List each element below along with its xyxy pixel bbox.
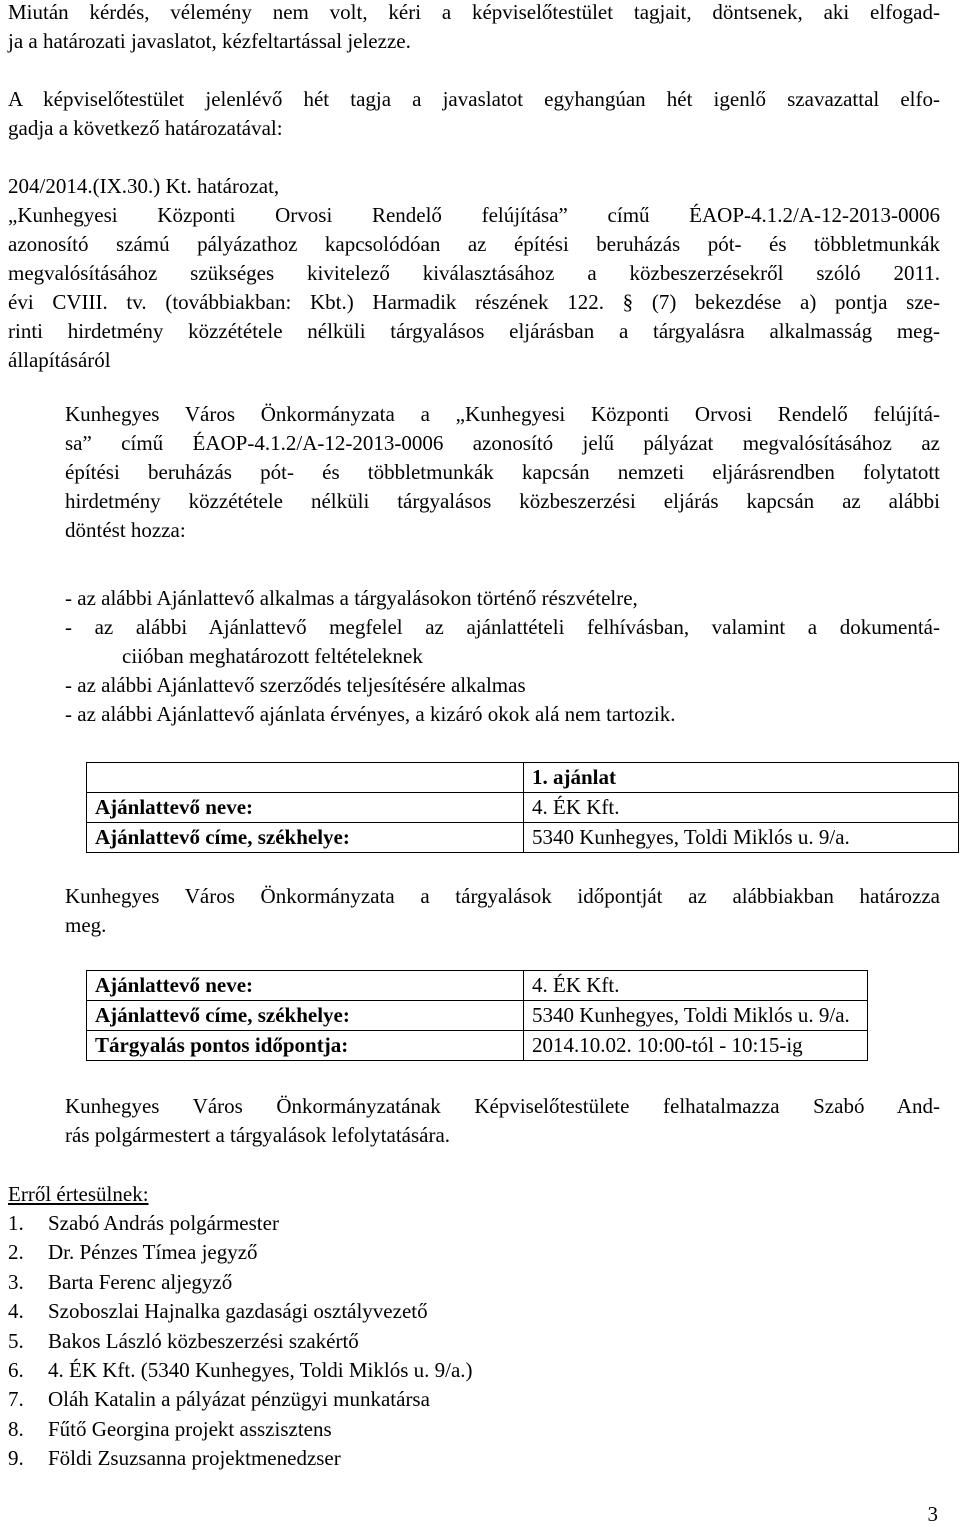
offer-name-label: Ajánlattevő neve:	[87, 793, 524, 823]
negotiation-time-label: Tárgyalás pontos időpontja:	[87, 1031, 524, 1061]
resolution-title-line-6: állapításáról	[8, 348, 111, 372]
bullet-2: - az alábbi Ajánlattevő megfelel az ajánlattételi felhívásban, valamint a dokumentá-	[65, 615, 940, 639]
list-item: 3. Barta Ferenc aljegyző	[8, 1269, 233, 1294]
schedule-line-2: meg.	[65, 913, 107, 937]
bullet-3: - az alábbi Ajánlattevő szerződés teljesítésére alkalmas	[65, 673, 526, 697]
resolution-title-line-3: megvalósításához szükséges kivitelező kiválasztásához a közbeszerzésekről szóló 2011.	[8, 261, 940, 285]
schedule-line-1: Kunhegyes Város Önkormányzata a tárgyalások időpontját az alábbiakban határozza	[65, 884, 940, 908]
offer-table	[86, 762, 959, 853]
resolution-block	[8, 172, 940, 375]
negotiation-name-label: Ajánlattevő neve:	[87, 971, 524, 1001]
intro-paragraph	[8, 0, 940, 56]
vote-line-1: A képviselőtestület jelenlévő hét tagja a javaslatot egyhangúan hét igenlő szavazattal elfo-	[8, 87, 940, 111]
table-row	[87, 763, 959, 793]
vote-paragraph	[8, 85, 940, 143]
notify-heading: Erről értesülnek:	[8, 1182, 149, 1206]
list-item: 8. Fűtő Georgina projekt asszisztens	[8, 1416, 332, 1441]
offer-header: 1. ajánlat	[524, 763, 959, 793]
table-row	[87, 1001, 868, 1031]
bullet-2-continuation: ciióban meghatározott feltételeknek	[122, 644, 423, 668]
decision-line-3: építési beruházás pót- és többletmunkák kapcsán nemzeti eljárásrendben folytatott	[65, 460, 940, 484]
offer-address-value: 5340 Kunhegyes, Toldi Miklós u. 9/a.	[524, 823, 959, 853]
negotiation-table	[86, 970, 868, 1061]
list-item: 9. Földi Zsuzsanna projektmenedzser	[8, 1446, 341, 1471]
notify-section	[8, 1180, 940, 1474]
decision-line-4: hirdetmény közzététele nélküli tárgyalásos közbeszerzési eljárás kapcsán az alábbi	[65, 489, 940, 513]
authorization-line-1: Kunhegyes Város Önkormányzatának Képviselőtestülete felhatalmazza Szabó And-	[65, 1094, 940, 1118]
resolution-number: 204/2014.(IX.30.) Kt. határozat,	[8, 174, 280, 198]
decision-line-1: Kunhegyes Város Önkormányzata a „Kunhegyesi Központi Orvosi Rendelő felújítá-	[65, 402, 940, 426]
table-row	[87, 971, 868, 1001]
negotiation-address-value: 5340 Kunhegyes, Toldi Miklós u. 9/a.	[524, 1001, 868, 1031]
resolution-title-line-4: évi CVIII. tv. (továbbiakban: Kbt.) Harmadik részének 122. § (7) bekezdése a) pontja sze-	[8, 290, 940, 314]
decision-line-5: döntést hozza:	[65, 518, 186, 542]
decision-bullets	[65, 584, 940, 729]
table-row	[87, 823, 959, 853]
intro-line-1: Miután kérdés, vélemény nem volt, kéri a képviselőtestület tagjait, döntsenek, aki elfogad-	[8, 0, 940, 24]
decision-paragraph	[65, 400, 940, 545]
bullet-1: - az alábbi Ajánlattevő alkalmas a tárgyalásokon történő részvételre,	[65, 586, 638, 610]
offer-address-label: Ajánlattevő címe, székhelye:	[87, 823, 524, 853]
resolution-title-line-5: rinti hirdetmény közzététele nélküli tárgyalásos eljárásban a tárgyalásra alkalmasság meg-	[8, 319, 940, 343]
list-item: 2. Dr. Pénzes Tímea jegyző	[8, 1240, 258, 1265]
page-number: 3	[927, 1502, 938, 1526]
list-item: 4. Szoboszlai Hajnalka gazdasági osztályvezető	[8, 1299, 428, 1324]
resolution-title-line-2: azonosító számú pályázathoz kapcsolódóan az építési beruházás pót- és többletmunkák	[8, 232, 940, 256]
list-item: 5. Bakos László közbeszerzési szakértő	[8, 1328, 359, 1353]
list-item: 6. 4. ÉK Kft. (5340 Kunhegyes, Toldi Miklós u. 9/a.)	[8, 1357, 473, 1382]
schedule-paragraph	[65, 882, 940, 940]
notify-list	[8, 1209, 940, 1474]
table-row	[87, 793, 959, 823]
resolution-title-line-1: „Kunhegyesi Központi Orvosi Rendelő felújítása” című ÉAOP-4.1.2/A-12-2013-0006	[8, 203, 940, 227]
intro-line-2: ja a határozati javaslatot, kézfeltartással jelezze.	[8, 29, 411, 53]
list-item: 1. Szabó András polgármester	[8, 1211, 279, 1235]
list-item: 7. Oláh Katalin a pályázat pénzügyi munkatársa	[8, 1387, 430, 1412]
vote-line-2: gadja a következő határozatával:	[8, 116, 283, 140]
decision-line-2: sa” című ÉAOP-4.1.2/A-12-2013-0006 azonosító jelű pályázat megvalósításához az	[65, 431, 940, 455]
negotiation-name-value: 4. ÉK Kft.	[524, 971, 868, 1001]
negotiation-time-value: 2014.10.02. 10:00-tól - 10:15-ig	[524, 1031, 868, 1061]
offer-name-value: 4. ÉK Kft.	[524, 793, 959, 823]
negotiation-address-label: Ajánlattevő címe, székhelye:	[87, 1001, 524, 1031]
authorization-paragraph	[65, 1092, 940, 1150]
bullet-4: - az alábbi Ajánlattevő ajánlata érvényes, a kizáró okok alá nem tartozik.	[65, 702, 676, 726]
authorization-line-2: rás polgármestert a tárgyalások lefolytatására.	[65, 1123, 451, 1147]
table-row	[87, 1031, 868, 1061]
